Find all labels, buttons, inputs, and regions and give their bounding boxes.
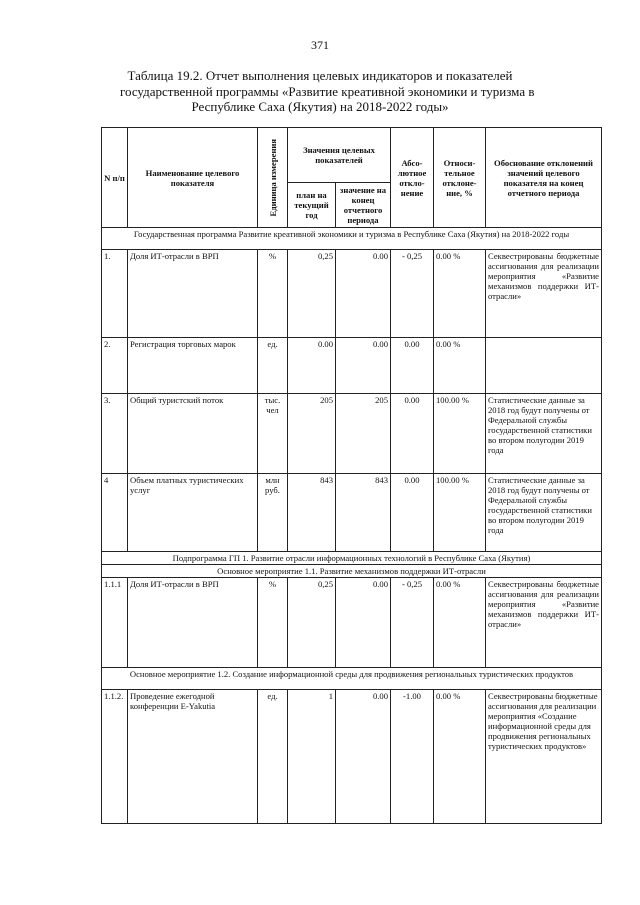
row-name: Объем платных туристических услуг [128,474,258,552]
table-row [102,474,602,552]
row-unit: ед. [258,338,288,394]
header-name: Наименование целевого показателя [128,128,258,228]
row-value: 0.00 [336,250,391,338]
row-abs: 0.00 [391,394,434,474]
row-name: Общий туристский поток [128,394,258,474]
table-row [102,578,602,668]
row-value: 0.00 [336,690,391,824]
page-number: 371 [311,38,329,52]
row-unit: тыс. чел [258,394,288,474]
row-name: Проведение ежегодной конференции E-Yakutia [128,690,258,824]
row-rel: 0.00 % [434,578,486,668]
row-num: 3. [102,394,128,474]
title-line-1: Таблица 19.2. Отчет выполнения целевых индикаторов и показателей [127,68,513,83]
section-subprogram: Подпрограмма ГП 1. Развитие отрасли информационных технологий в Республике Саха (Якутия) [102,552,602,565]
row-num: 2. [102,338,128,394]
header-value-end: значение на конец отчетного периода [336,183,391,228]
row-plan: 0.00 [288,338,336,394]
row-abs: 0.00 [391,338,434,394]
row-value: 0.00 [336,578,391,668]
row-abs: 0.00 [391,474,434,552]
row-plan: 0,25 [288,578,336,668]
report-table [101,127,602,824]
header-rel-dev: Относи-тельное отклоне-ние, % [434,128,486,228]
row-abs: -1.00 [391,690,434,824]
row-plan: 0,25 [288,250,336,338]
title-line-2: государственной программы «Развитие креативной экономики и туризма в [120,83,535,99]
row-value: 843 [336,474,391,552]
row-rel: 100.00 % [434,394,486,474]
row-unit: % [258,250,288,338]
row-plan: 843 [288,474,336,552]
row-plan: 205 [288,394,336,474]
row-value: 0.00 [336,338,391,394]
row-reason: Секвестрированы бюджетные ассигнования для реализации мероприятия «Развитие механизмов поддержки ИТ-отрасли» [486,578,602,668]
header-abs-dev: Абсо-лютное откло-нение [391,128,434,228]
header-values-group: Значения целевых показателей [288,128,391,183]
table-row [102,690,602,824]
row-reason [486,338,602,394]
row-reason: Статистические данные за 2018 год будут получены от Федеральной службы государственной статистики во втором полугодии 2019 года [486,474,602,552]
header-unit-text: Единица измерения [267,138,278,217]
table-row [102,250,602,338]
row-reason: Секвестрированы бюджетные ассигнования для реализации мероприятия «Создание информационной среды для продвижения региональных туристических продуктов» [486,690,602,824]
table-title [120,68,535,115]
row-num: 1.1.1 [102,578,128,668]
section-program: Государственная программа Развитие креативной экономики и туризма в Республике Саха (Якутия) на 2018-2022 годы [102,228,602,250]
header-plan: план на текущий год [288,183,336,228]
row-abs: - 0,25 [391,578,434,668]
header-unit [258,128,288,228]
row-num: 1.1.2. [102,690,128,824]
header-num: N п/п [102,128,128,228]
section-measure-1: Основное мероприятие 1.1. Развитие механизмов поддержки ИТ-отрасли [102,565,602,578]
row-reason: Статистические данные за 2018 год будут получены от Федеральной службы государственной статистики во втором полугодии 2019 года [486,394,602,474]
table-row [102,394,602,474]
row-num: 4 [102,474,128,552]
row-unit: % [258,578,288,668]
row-num: 1. [102,250,128,338]
row-name: Доля ИТ-отрасли в ВРП [128,578,258,668]
row-unit: млн руб. [258,474,288,552]
title-line-3: Республике Саха (Якутия) на 2018-2022 годы» [191,99,449,114]
section-measure-2: Основное мероприятие 1.2. Создание информационной среды для продвижения региональных туристических продуктов [102,668,602,690]
row-rel: 0.00 % [434,690,486,824]
table-row [102,338,602,394]
row-rel: 0.00 % [434,250,486,338]
row-reason: Секвестрированы бюджетные ассигнования для реализации мероприятия «Развитие механизмов поддержки ИТ-отрасли» [486,250,602,338]
row-rel: 0.00 % [434,338,486,394]
header-reason: Обоснование отклонений значений целевого показателя на конец отчетного периода [486,128,602,228]
row-value: 205 [336,394,391,474]
row-unit: ед. [258,690,288,824]
row-name: Регистрация торговых марок [128,338,258,394]
row-name: Доля ИТ-отрасли в ВРП [128,250,258,338]
row-rel: 100.00 % [434,474,486,552]
row-plan: 1 [288,690,336,824]
row-abs: - 0,25 [391,250,434,338]
